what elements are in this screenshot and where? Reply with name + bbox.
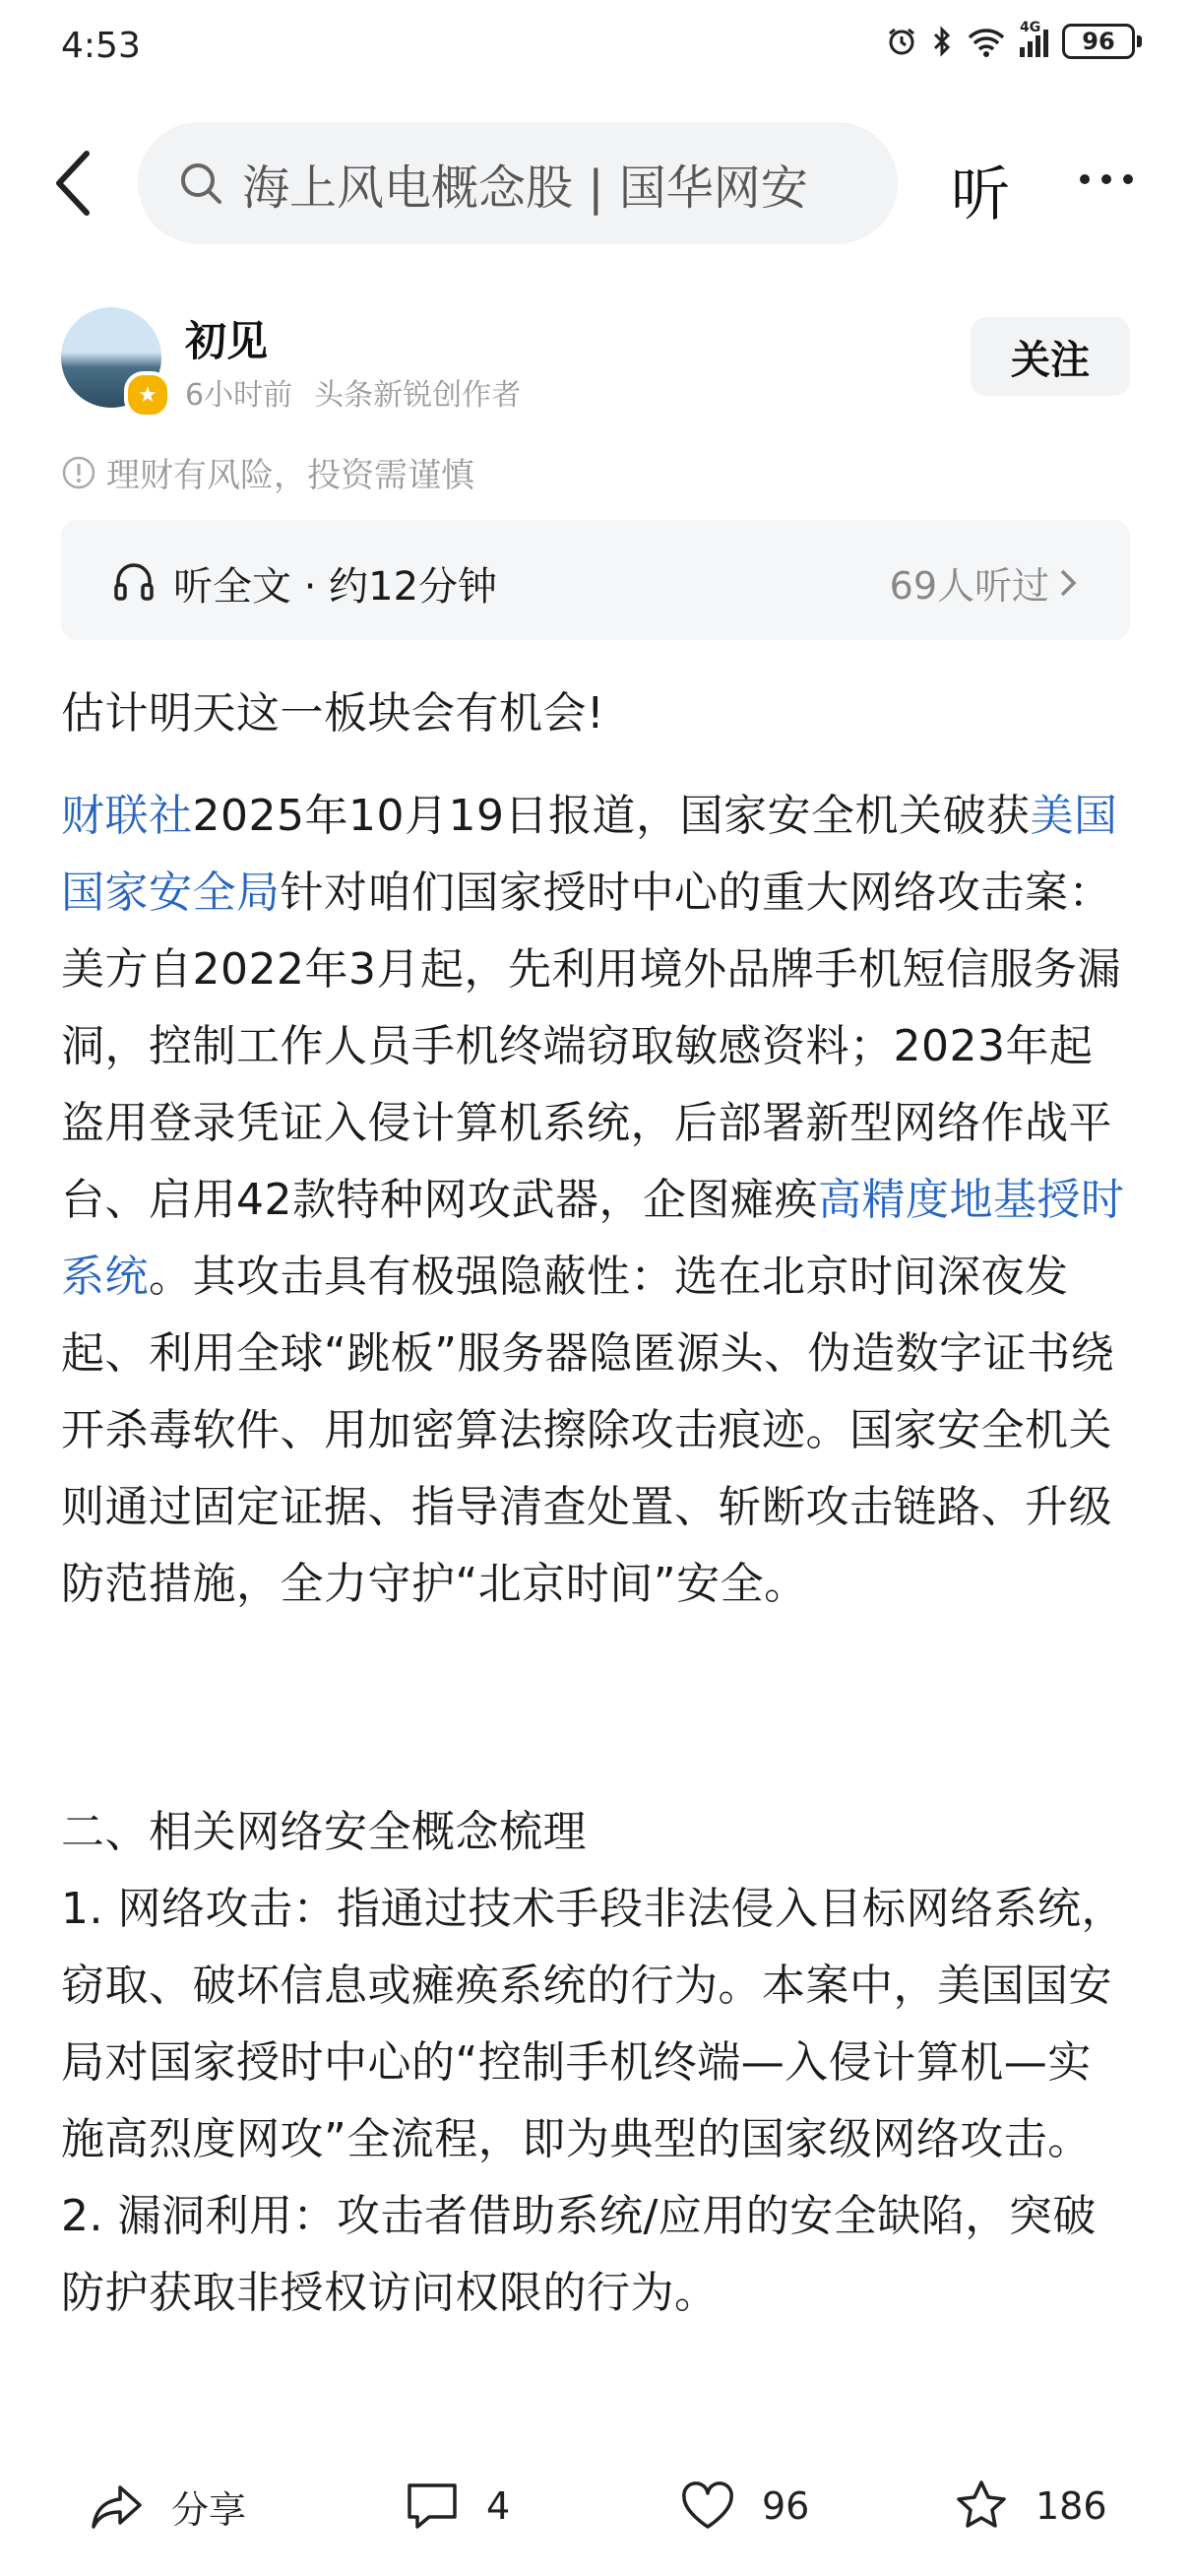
back-arrow-icon[interactable] [49,148,96,219]
signal-icon [1020,20,1048,57]
section-heading: 二、相关网络安全概念梳理 [61,1807,587,1857]
status-icons [886,20,1142,59]
author-meta [185,370,521,414]
bluetooth-icon [931,26,953,57]
info-icon [61,455,96,490]
risk-text: 理财有风险，投资需谨慎 [106,456,474,495]
like-button[interactable] [679,2478,809,2535]
comment-count: 4 [486,2484,511,2528]
listen-button[interactable]: 听 [951,161,1010,229]
section-item-1: 1. 网络攻击：指通过技术手段非法侵入目标网络系统，窃取、破坏信息或瘫痪系统的行为。本案中，美国国安局对国家授时中心的“控制手机终端—入侵计算机—实施高烈度网攻”全流程，即为典型的国家级网络攻击。 [61,1884,1125,2164]
share-icon [89,2478,146,2535]
risk-notice [61,448,474,496]
author-title: 头条新锐创作者 [314,378,522,413]
search-query: 海上风电概念股 | 国华网安 [242,160,808,216]
paragraph-text: 针对咱们国家授时中心的重大网络攻击案：美方自2022年3月起，先利用境外品牌手机短信服务漏洞，控制工作人员手机终端窃取敏感资料；2023年起盗用登录凭证入侵计算机系统，后部署新型网络作战平台、启用42款特种网攻武器，企图瘫痪 [61,868,1121,1225]
listener-count [890,555,1079,610]
heart-icon [679,2478,736,2535]
share-button[interactable] [89,2478,246,2535]
like-count: 96 [762,2484,810,2528]
search-bar[interactable] [138,122,898,244]
battery-level: 96 [1062,24,1135,59]
article-body [61,676,1134,752]
link-cailianshe[interactable]: 财联社 [61,791,193,841]
search-icon [177,160,224,207]
favorite-count: 186 [1036,2484,1107,2528]
listen-label: 听全文 · 约12分钟 [173,564,498,610]
link-nsa[interactable]: 美国国家安全局 [61,791,1118,918]
network-type: 4G [1020,20,1041,35]
more-icon[interactable] [1077,167,1136,191]
share-label: 分享 [171,2487,247,2532]
headphones-icon [112,559,156,603]
paragraph-text: 。其攻击具有极强隐蔽性：选在北京时间深夜发起、利用全球“跳板”服务器隐匿源头、伪造数字证书绕开杀毒软件、用加密算法擦除攻击痕迹。国家安全机关则通过固定证据、指导清查处置、斩断攻击链路、升级防范措施，全力守护“北京时间”安全。 [61,1252,1115,1609]
creator-badge-icon: ★ [124,371,171,419]
post-time: 6小时前 [185,378,293,413]
section-item-2: 2. 漏洞利用：攻击者借助系统/应用的安全缺陷，突破防护获取非授权访问权限的行为。 [61,2191,1097,2318]
article-section [61,1794,1134,2332]
author-name[interactable]: 初见 [185,317,269,365]
chevron-right-icon [1057,566,1079,600]
wifi-icon [967,26,1006,57]
status-time: 4:53 [61,26,141,66]
alarm-icon [886,26,917,57]
favorite-button[interactable] [953,2478,1107,2535]
article-lead: 估计明天这一板块会有机会! [61,688,605,739]
battery-icon [1062,24,1142,59]
listen-full-text-card[interactable] [61,520,1130,640]
link-timing-system[interactable]: 高精度地基授时系统 [61,1175,1125,1302]
article-paragraph [61,778,1134,1623]
comment-icon [404,2478,461,2535]
listener-count-text: 69人听过 [889,564,1049,608]
comment-button[interactable] [404,2478,510,2535]
follow-button[interactable]: 关注 [971,317,1130,396]
star-icon [953,2478,1010,2535]
paragraph-text: 2025年10月19日报道，国家安全机关破获 [192,791,1031,841]
